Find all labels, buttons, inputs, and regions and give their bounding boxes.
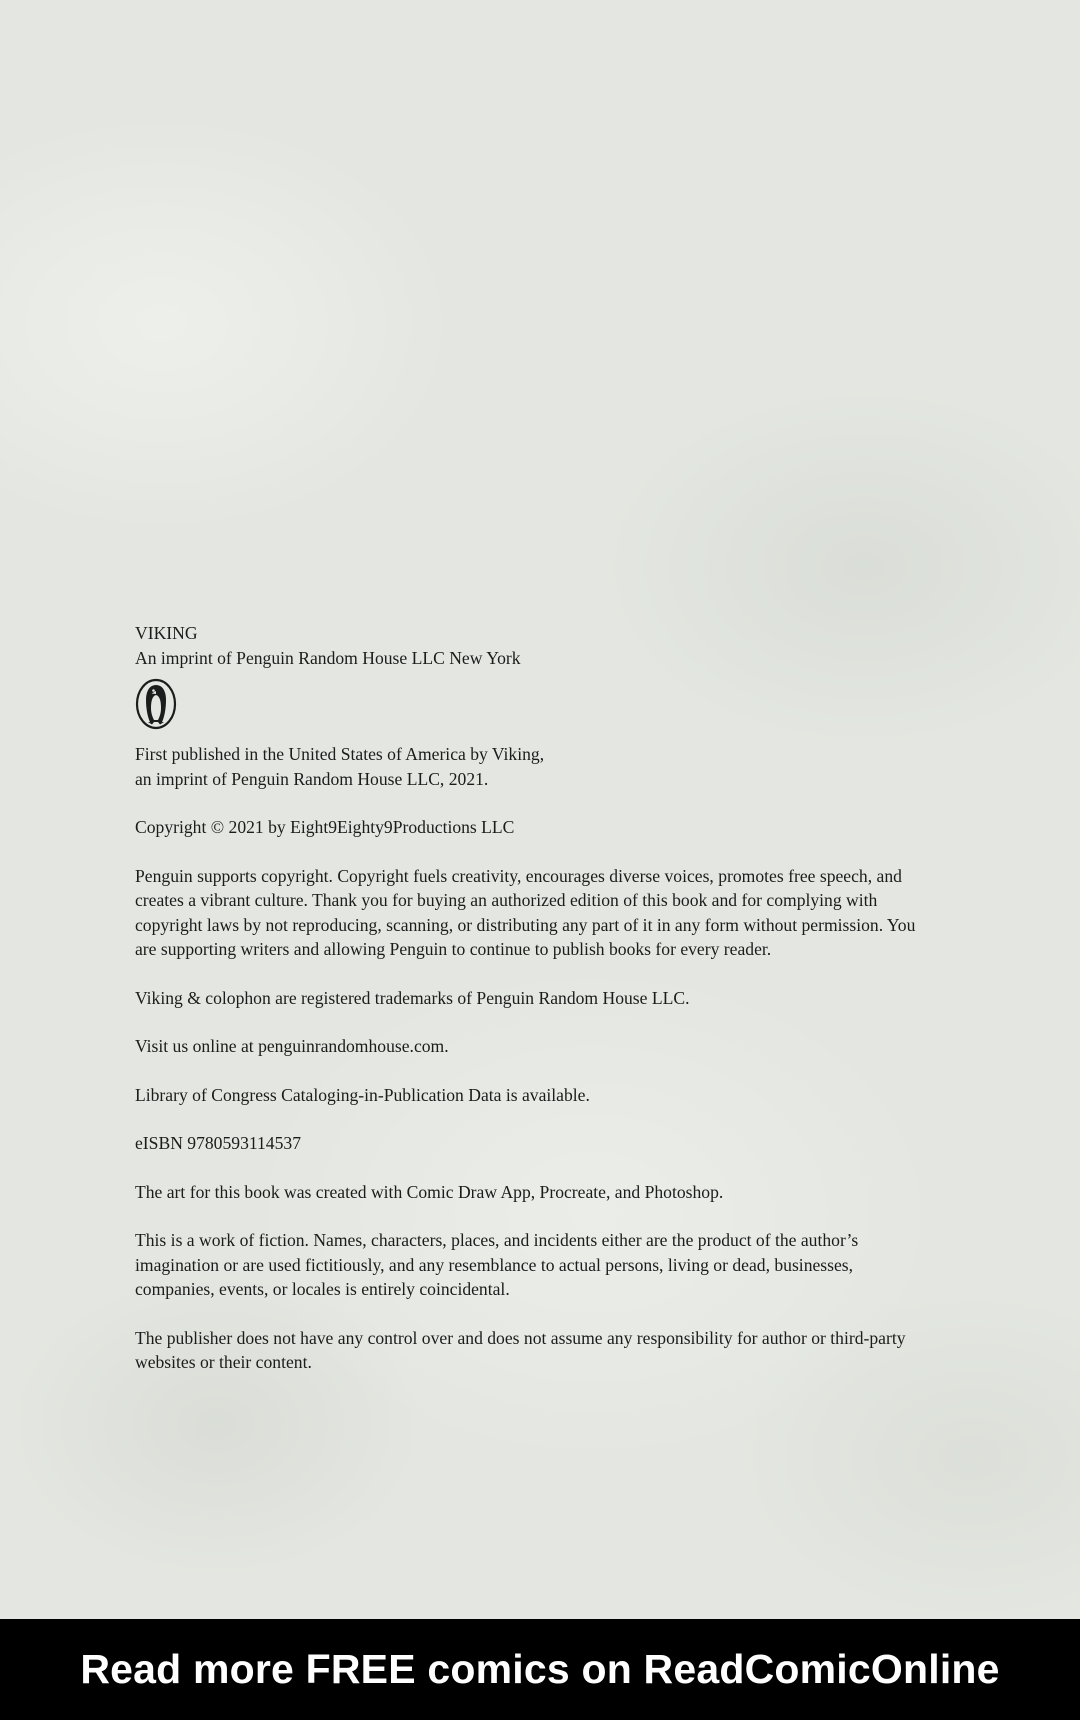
eisbn: eISBN 9780593114537 [135, 1133, 301, 1153]
first-published-line-2: an imprint of Penguin Random House LLC, 2021. [135, 768, 489, 789]
promo-banner[interactable] [0, 1619, 1080, 1720]
publisher-name: VIKING [135, 623, 198, 643]
copyright-text-block [135, 621, 935, 1399]
library-of-congress-notice: Library of Congress Cataloging-in-Publication Data is available. [135, 1084, 590, 1105]
promo-banner-text[interactable]: Read more FREE comics on ReadComicOnline [80, 1646, 1000, 1692]
visit-online-notice: Visit us online at penguinrandomhouse.com. [135, 1036, 449, 1056]
copyright-notice: Copyright © 2021 by Eight9Eighty9Productions LLC [135, 817, 515, 837]
penguin-supports-paragraph: Penguin supports copyright. Copyright fuels creativity, encourages diverse voices, promotes free speech, and creates a vibrant culture. Thank you for buying an authorized edition of this book and for complying with copyright laws by not reproducing, scanning, or distributing any part of it in any form without permission. You are supporting writers and allowing Penguin to continue to publish books for every reader. [135, 865, 916, 959]
first-published-line-1: First published in the United States of America by Viking, [135, 744, 545, 764]
imprint-line: An imprint of Penguin Random House LLC New York [135, 647, 521, 668]
trademarks-notice: Viking & colophon are registered trademarks of Penguin Random House LLC. [135, 987, 690, 1008]
art-credits: The art for this book was created with Comic Draw App, Procreate, and Photoshop. [135, 1181, 724, 1202]
fiction-disclaimer: This is a work of fiction. Names, characters, places, and incidents either are the product of the author’s imagination or are used fictitiously, and any resemblance to actual persons, living or dead, businesses, companies, events, or locales is entirely coincidental. [135, 1230, 859, 1299]
penguin-logo-icon [135, 678, 177, 730]
publisher-disclaimer: The publisher does not have any control over and does not assume any responsibility for author or third-party websites or their content. [135, 1327, 906, 1372]
